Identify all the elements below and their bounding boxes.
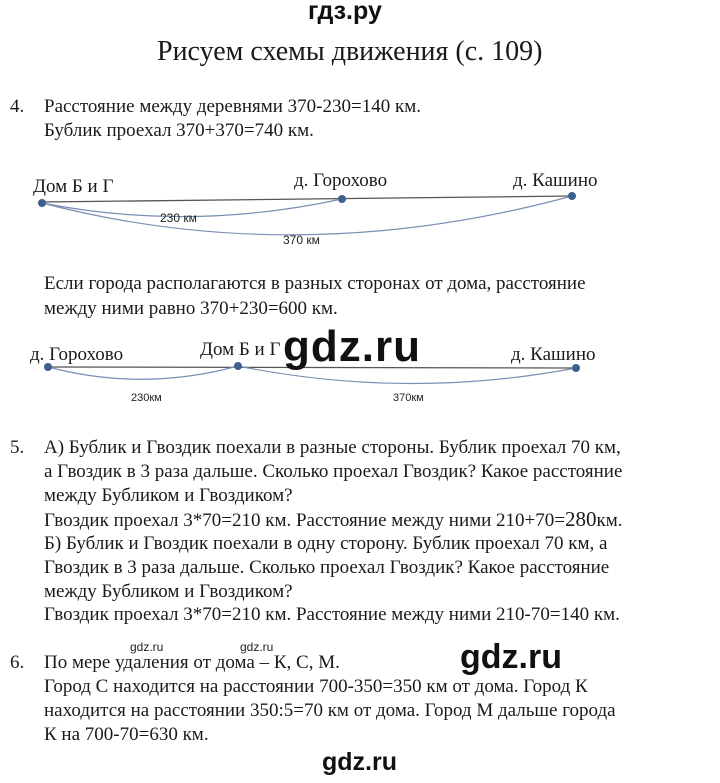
- task5-a-line-2: а Гвоздик в 3 раза дальше. Сколько проехал Гвоздик? Какое расстояние: [44, 461, 623, 482]
- label-230km: 230 км: [160, 211, 197, 225]
- watermark-bottom: gdz.ru: [322, 748, 397, 776]
- label2-gorokhovo: д. Горохово: [30, 344, 124, 365]
- watermark-small-2: gdz.ru: [240, 640, 274, 654]
- task6-line-3: находится на расстоянии 350:5=70 км от дома. Город М дальше города: [44, 700, 616, 721]
- task4-para-1: Если города располагаются в разных сторонах от дома, расстояние: [44, 273, 586, 294]
- watermark-center: gdz.ru: [283, 322, 421, 371]
- task5-b-line-2: Гвоздик в 3 раза дальше. Сколько проехал Гвоздик? Какое расстояние: [44, 557, 610, 578]
- task4-para-2: между ними равно 370+230=600 км.: [44, 298, 338, 319]
- page-title: Рисуем схемы движения (с. 109): [157, 36, 543, 67]
- task6-line-4: К на 700-70=630 км.: [44, 724, 209, 745]
- task5-b-line-3: между Бубликом и Гвоздиком?: [44, 581, 293, 602]
- task5-a-line-3: между Бубликом и Гвоздиком?: [44, 485, 293, 506]
- task4-number: 4.: [10, 96, 25, 117]
- task5-a-line-1: А) Бублик и Гвоздик поехали в разные стороны. Бублик проехал 70 км,: [44, 437, 621, 458]
- task4-line-2: Бублик проехал 370+370=740 км.: [44, 120, 314, 141]
- label2-kashino: д. Кашино: [511, 344, 596, 365]
- watermark-small-1: gdz.ru: [130, 640, 164, 654]
- task5-a-answer-unit: км.: [596, 510, 623, 531]
- label2-home: Дом Б и Г: [200, 339, 281, 360]
- task6-line-2: Город С находится на расстоянии 700-350=350 км от дома. Город К: [44, 676, 588, 697]
- task5-a-answer-number: 280: [565, 507, 597, 531]
- label2-370km: 370км: [393, 392, 424, 404]
- label2-230km: 230км: [131, 392, 162, 404]
- task6-number: 6.: [10, 652, 25, 673]
- label-370km: 370 км: [283, 233, 320, 247]
- label-gorokhovo: д. Горохово: [294, 170, 388, 191]
- task5-b-line-1: Б) Бублик и Гвоздик поехали в одну сторону. Бублик проехал 70 км, а: [44, 533, 608, 554]
- task6-line-1: По мере удаления от дома – К, С, М.: [44, 652, 340, 673]
- task5-b-line-4: Гвоздик проехал 3*70=210 км. Расстояние между ними 210-70=140 км.: [44, 604, 620, 625]
- arc-left-230km: [48, 366, 238, 379]
- task5-a-line-4: [44, 508, 623, 532]
- label-home: Дом Б и Г: [33, 176, 114, 197]
- label-kashino: д. Кашино: [513, 170, 598, 191]
- task5-number: 5.: [10, 437, 25, 458]
- task5-a-answer-text: Гвоздик проехал 3*70=210 км. Расстояние между ними 210+70=: [44, 510, 565, 531]
- task4-line-1: Расстояние между деревнями 370-230=140 км.: [44, 96, 421, 117]
- point2-home: [234, 362, 242, 370]
- site-brand: гдз.ру: [308, 0, 382, 25]
- watermark-right: gdz.ru: [460, 638, 562, 676]
